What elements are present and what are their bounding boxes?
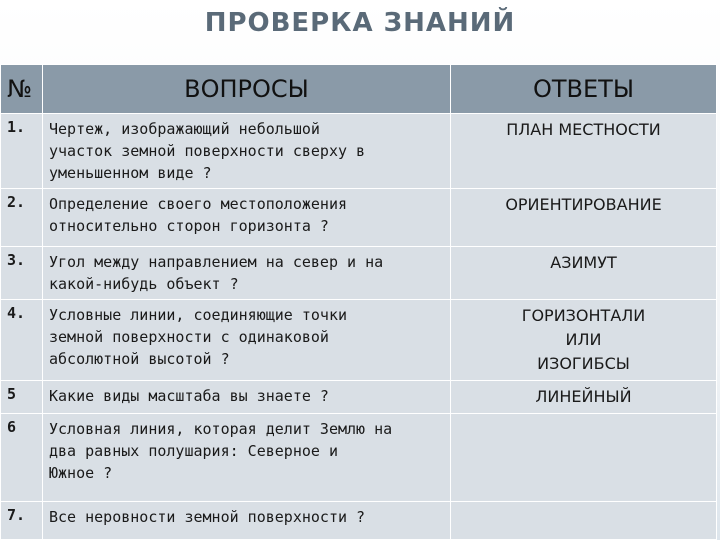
row-number: 1. xyxy=(1,114,43,189)
question-cell xyxy=(43,414,451,502)
question-line: Какие виды масштаба вы знаете ? xyxy=(49,387,329,405)
question-cell xyxy=(43,381,451,414)
question-line: Условные линии, соединяющие точки xyxy=(49,306,348,324)
table-row xyxy=(1,414,717,502)
header-answers: ОТВЕТЫ xyxy=(451,65,717,114)
table-row xyxy=(1,189,717,247)
question-line: земной поверхности с одинаковой xyxy=(49,328,329,346)
answer-cell xyxy=(451,381,717,414)
table-header-row xyxy=(1,65,717,114)
quiz-table xyxy=(0,64,717,540)
answer-cell xyxy=(451,414,717,502)
row-number: 4. xyxy=(1,300,43,381)
question-line: Южное ? xyxy=(49,464,113,482)
question-cell xyxy=(43,300,451,381)
table-row xyxy=(1,502,717,540)
answer-cell xyxy=(451,300,717,381)
header-number: № xyxy=(1,65,43,114)
question-cell xyxy=(43,247,451,300)
answer-line: ИЗОГИБСЫ xyxy=(537,354,630,373)
answer-line: ГОРИЗОНТАЛИ xyxy=(521,306,646,325)
question-line: Определение своего местоположения xyxy=(49,195,348,213)
question-cell xyxy=(43,502,451,540)
question-line: Угол между направлением на север и на xyxy=(49,253,384,271)
row-number: 6 xyxy=(1,414,43,502)
question-line: абсолютной высотой ? xyxy=(49,350,230,368)
question-line: Все неровности земной поверхности ? xyxy=(49,508,366,526)
row-number: 2. xyxy=(1,189,43,247)
question-line: какой-нибудь объект ? xyxy=(49,275,239,293)
table-row xyxy=(1,300,717,381)
question-line: два равных полушария: Северное и xyxy=(49,442,338,460)
answer-line: ЛИНЕЙНЫЙ xyxy=(535,387,632,406)
row-number: 3. xyxy=(1,247,43,300)
row-number: 7. xyxy=(1,502,43,540)
answer-line: ОРИЕНТИРОВАНИЕ xyxy=(505,195,662,214)
question-line: Условная линия, которая делит Землю на xyxy=(49,420,393,438)
question-cell xyxy=(43,189,451,247)
row-number: 5 xyxy=(1,381,43,414)
question-line: Чертеж, изображающий небольшой xyxy=(49,120,320,138)
answer-cell xyxy=(451,502,717,540)
table-row xyxy=(1,381,717,414)
question-line: уменьшенном виде ? xyxy=(49,164,212,182)
table-row xyxy=(1,114,717,189)
question-line: относительно сторон горизонта ? xyxy=(49,217,329,235)
answer-line: АЗИМУТ xyxy=(550,253,617,272)
header-questions: ВОПРОСЫ xyxy=(43,65,451,114)
page-title: ПРОВЕРКА ЗНАНИЙ xyxy=(204,8,516,38)
question-cell xyxy=(43,114,451,189)
table-row xyxy=(1,247,717,300)
question-line: участок земной поверхности сверху в xyxy=(49,142,366,160)
answer-cell xyxy=(451,189,717,247)
answer-line: ИЛИ xyxy=(565,330,602,349)
answer-cell xyxy=(451,247,717,300)
answer-cell xyxy=(451,114,717,189)
answer-line: ПЛАН МЕСТНОСТИ xyxy=(506,120,661,139)
